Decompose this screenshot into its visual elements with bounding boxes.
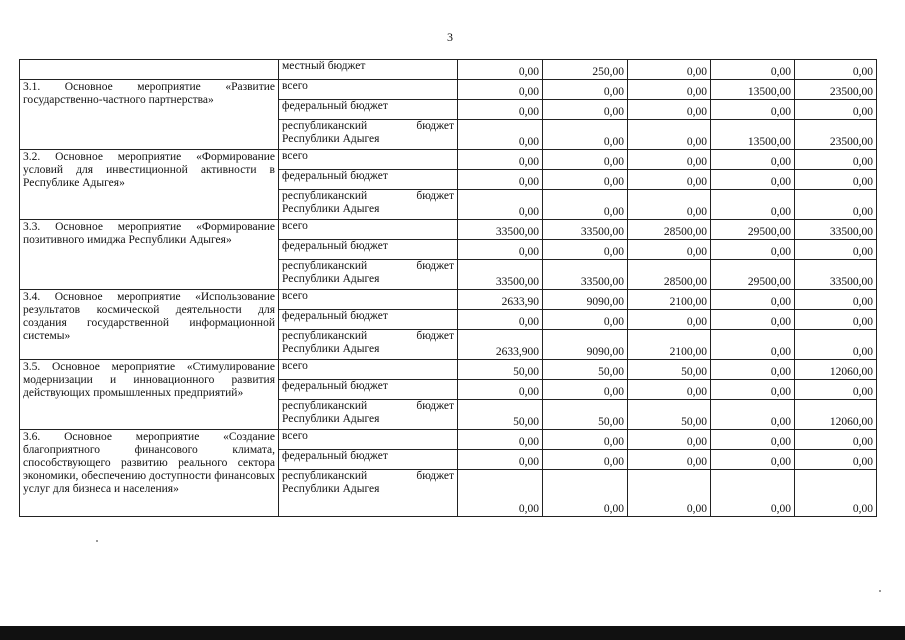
amount-cell: 33500,00 (543, 260, 628, 290)
amount-cell: 0,00 (711, 380, 795, 400)
amount-cell: 0,00 (628, 170, 711, 190)
amount-cell: 0,00 (543, 170, 628, 190)
amount-cell: 0,00 (711, 100, 795, 120)
funding-source-label: всего (282, 150, 308, 162)
amount-cell: 0,00 (628, 470, 711, 517)
amount-cell: 50,00 (543, 360, 628, 380)
funding-source (279, 310, 458, 330)
funding-source-label: Республики Адыгея (282, 203, 380, 215)
amount-cell: 29500,00 (711, 260, 795, 290)
funding-source-label: федеральный бюджет (282, 170, 388, 182)
amount-cell: 0,00 (628, 310, 711, 330)
funding-source (279, 60, 458, 80)
funding-source-label: всего (282, 290, 308, 302)
scan-speck (879, 590, 881, 592)
funding-source (279, 150, 458, 170)
funding-source (279, 240, 458, 260)
funding-source (279, 430, 458, 450)
funding-source (279, 80, 458, 100)
amount-cell: 50,00 (628, 360, 711, 380)
amount-cell: 0,00 (543, 430, 628, 450)
table-row (20, 430, 877, 450)
amount-cell: 0,00 (628, 60, 711, 80)
funding-source-label: местный бюджет (282, 60, 366, 72)
amount-cell: 0,00 (711, 310, 795, 330)
amount-cell: 0,00 (711, 470, 795, 517)
funding-source (279, 260, 458, 290)
page-number: 3 (447, 30, 453, 44)
amount-cell: 0,00 (628, 120, 711, 150)
funding-source (279, 170, 458, 190)
amount-cell: 0,00 (711, 170, 795, 190)
scan-edge-bar (0, 626, 905, 640)
amount-cell: 0,00 (711, 240, 795, 260)
amount-cell: 0,00 (795, 430, 877, 450)
amount-cell: 0,00 (458, 100, 543, 120)
amount-cell: 2633,900 (458, 330, 543, 360)
amount-cell: 0,00 (458, 80, 543, 100)
amount-cell: 0,00 (628, 240, 711, 260)
amount-cell: 9090,00 (543, 330, 628, 360)
funding-source (279, 470, 458, 517)
funding-source (279, 120, 458, 150)
amount-cell: 0,00 (628, 150, 711, 170)
table-row (20, 290, 877, 310)
funding-source-label: всего (282, 430, 308, 442)
funding-source-label: всего (282, 220, 308, 232)
table-row (20, 150, 877, 170)
activity-name: 3.2. Основное мероприятие «Формирование условий для инвестиционной активности в Республике Адыгея» (20, 150, 279, 220)
amount-cell: 0,00 (458, 190, 543, 220)
amount-cell: 0,00 (628, 190, 711, 220)
table-row (20, 220, 877, 240)
amount-cell: 0,00 (543, 310, 628, 330)
amount-cell: 0,00 (795, 470, 877, 517)
funding-source-label: бюджет (416, 470, 454, 482)
amount-cell: 2633,90 (458, 290, 543, 310)
amount-cell: 33500,00 (543, 220, 628, 240)
amount-cell: 0,00 (711, 400, 795, 430)
amount-cell: 0,00 (628, 450, 711, 470)
amount-cell: 12060,00 (795, 360, 877, 380)
scan-speck (96, 540, 98, 542)
funding-source-label: Республики Адыгея (282, 133, 380, 145)
funding-source-label: Республики Адыгея (282, 343, 380, 355)
activity-name: 3.5. Основное мероприятие «Стимулирование модернизации и инновационного развития действующих промышленных предприятий» (20, 360, 279, 430)
funding-source-label: Республики Адыгея (282, 483, 380, 495)
funding-source-label: федеральный бюджет (282, 310, 388, 322)
table-row (20, 360, 877, 380)
amount-cell: 50,00 (628, 400, 711, 430)
amount-cell: 0,00 (458, 60, 543, 80)
funding-source-label: федеральный бюджет (282, 240, 388, 252)
funding-source-label: Республики Адыгея (282, 273, 380, 285)
funding-source-label: всего (282, 360, 308, 372)
activity-name (20, 60, 279, 80)
budget-table (19, 59, 877, 517)
funding-source (279, 400, 458, 430)
funding-source-label: Республики Адыгея (282, 413, 380, 425)
amount-cell: 0,00 (628, 380, 711, 400)
funding-source-label: бюджет (416, 330, 454, 342)
amount-cell: 0,00 (458, 150, 543, 170)
activity-name: 3.6. Основное мероприятие «Создание благоприятного финансового климата, способствующего развитию реального сектора экономики, обеспечению доступности финансовых услуг для бизнеса и населения» (20, 430, 279, 517)
amount-cell: 28500,00 (628, 220, 711, 240)
funding-source-label: республиканский (282, 260, 368, 272)
amount-cell: 0,00 (795, 150, 877, 170)
amount-cell: 0,00 (543, 450, 628, 470)
amount-cell: 0,00 (543, 380, 628, 400)
funding-source-label: федеральный бюджет (282, 380, 388, 392)
amount-cell: 0,00 (711, 290, 795, 310)
amount-cell: 50,00 (458, 360, 543, 380)
amount-cell: 0,00 (543, 240, 628, 260)
amount-cell: 33500,00 (458, 260, 543, 290)
activity-name: 3.4. Основное мероприятие «Использование результатов космической деятельности для создания государственной информационной системы» (20, 290, 279, 360)
funding-source-label: федеральный бюджет (282, 450, 388, 462)
amount-cell: 0,00 (711, 330, 795, 360)
funding-source (279, 290, 458, 310)
amount-cell: 0,00 (543, 100, 628, 120)
funding-source-label: республиканский (282, 120, 368, 132)
funding-source (279, 450, 458, 470)
amount-cell: 0,00 (795, 170, 877, 190)
amount-cell: 0,00 (795, 100, 877, 120)
amount-cell: 13500,00 (711, 120, 795, 150)
amount-cell: 0,00 (458, 380, 543, 400)
amount-cell: 33500,00 (795, 220, 877, 240)
amount-cell: 0,00 (795, 330, 877, 360)
amount-cell: 0,00 (795, 60, 877, 80)
amount-cell: 12060,00 (795, 400, 877, 430)
funding-source-label: всего (282, 80, 308, 92)
funding-source (279, 220, 458, 240)
funding-source-label: бюджет (416, 400, 454, 412)
funding-source-label: республиканский (282, 400, 368, 412)
amount-cell: 0,00 (795, 290, 877, 310)
amount-cell: 50,00 (458, 400, 543, 430)
funding-source-label: бюджет (416, 120, 454, 132)
amount-cell: 0,00 (711, 360, 795, 380)
funding-source-label: федеральный бюджет (282, 100, 388, 112)
amount-cell: 0,00 (543, 150, 628, 170)
amount-cell: 29500,00 (711, 220, 795, 240)
amount-cell: 0,00 (795, 190, 877, 220)
activity-name: 3.1. Основное мероприятие «Развитие государственно-частного партнерства» (20, 80, 279, 150)
table-row (20, 60, 877, 80)
amount-cell: 33500,00 (458, 220, 543, 240)
amount-cell: 2100,00 (628, 290, 711, 310)
amount-cell: 0,00 (458, 450, 543, 470)
amount-cell: 0,00 (711, 190, 795, 220)
funding-source-label: бюджет (416, 260, 454, 272)
amount-cell: 0,00 (795, 310, 877, 330)
activity-name: 3.3. Основное мероприятие «Формирование позитивного имиджа Республики Адыгея» (20, 220, 279, 290)
amount-cell: 0,00 (711, 150, 795, 170)
funding-source (279, 380, 458, 400)
amount-cell: 0,00 (458, 430, 543, 450)
amount-cell: 250,00 (543, 60, 628, 80)
amount-cell: 0,00 (458, 310, 543, 330)
amount-cell: 0,00 (795, 450, 877, 470)
funding-source (279, 100, 458, 120)
amount-cell: 0,00 (543, 120, 628, 150)
amount-cell: 0,00 (543, 190, 628, 220)
amount-cell: 0,00 (458, 470, 543, 517)
amount-cell: 0,00 (795, 380, 877, 400)
funding-source (279, 330, 458, 360)
amount-cell: 23500,00 (795, 80, 877, 100)
amount-cell: 0,00 (543, 80, 628, 100)
amount-cell: 2100,00 (628, 330, 711, 360)
amount-cell: 28500,00 (628, 260, 711, 290)
amount-cell: 0,00 (628, 100, 711, 120)
amount-cell: 0,00 (628, 430, 711, 450)
funding-source-label: бюджет (416, 190, 454, 202)
funding-source-label: республиканский (282, 330, 368, 342)
amount-cell: 0,00 (543, 470, 628, 517)
amount-cell: 0,00 (458, 170, 543, 190)
funding-source (279, 190, 458, 220)
amount-cell: 0,00 (711, 430, 795, 450)
amount-cell: 0,00 (458, 240, 543, 260)
amount-cell: 9090,00 (543, 290, 628, 310)
amount-cell: 13500,00 (711, 80, 795, 100)
amount-cell: 0,00 (711, 60, 795, 80)
amount-cell: 0,00 (795, 240, 877, 260)
funding-source-label: республиканский (282, 470, 368, 482)
amount-cell: 33500,00 (795, 260, 877, 290)
table-row (20, 80, 877, 100)
amount-cell: 23500,00 (795, 120, 877, 150)
amount-cell: 0,00 (458, 120, 543, 150)
amount-cell: 0,00 (628, 80, 711, 100)
amount-cell: 0,00 (711, 450, 795, 470)
funding-source (279, 360, 458, 380)
amount-cell: 50,00 (543, 400, 628, 430)
funding-source-label: республиканский (282, 190, 368, 202)
